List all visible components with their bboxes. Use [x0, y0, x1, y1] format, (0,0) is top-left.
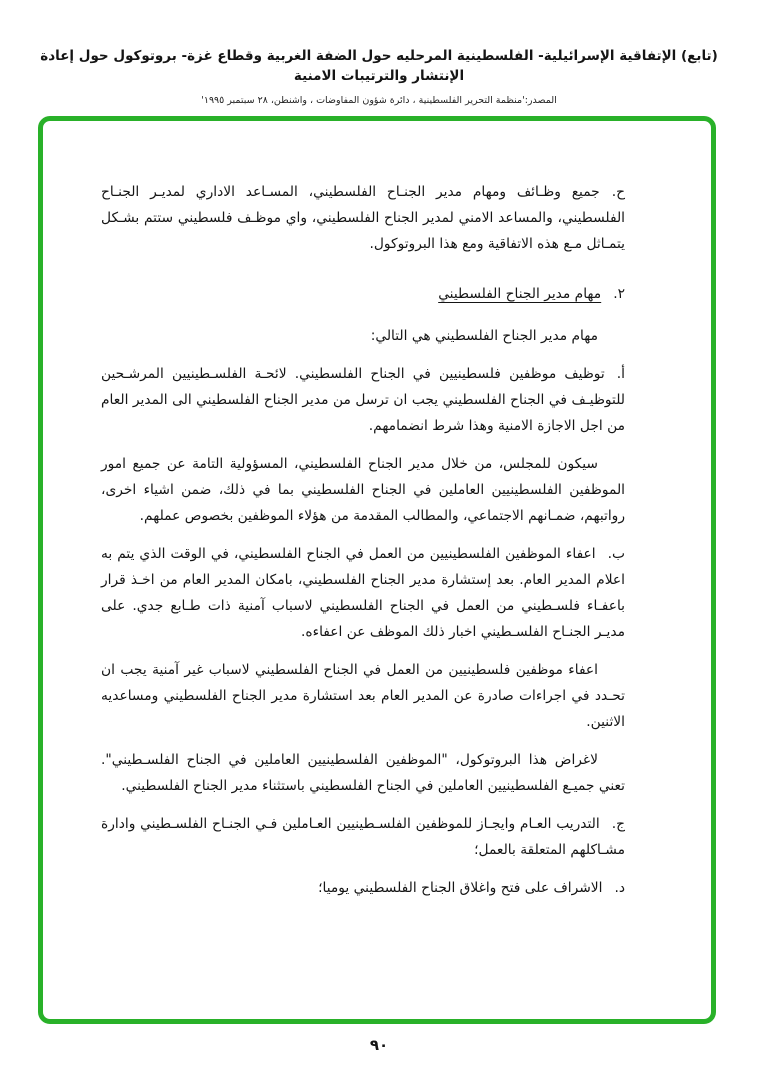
section-2-title: مهام مدير الجناح الفلسطيني	[438, 286, 602, 302]
clause-b-label: ب.	[607, 546, 625, 562]
clause-a	[101, 361, 625, 439]
clause-a-text: توظيف موظفين فلسطينيين في الجناح الفلسطيني. لائحـة الفلسـطينيين المرشـحين للتوظيـف في الجناح الفلسطيني يجب ان ترسل من مدير الجناح الفلسطيني الى المدير العام من اجل الاجازة الامنية وهذا شرط انضمامهم.	[101, 366, 625, 434]
clause-a-label: أ.	[616, 366, 625, 382]
section-2-intro: مهام مدير الجناح الفلسطيني هي التالي:	[370, 328, 598, 344]
clause-a-paragraph-2: سيكون للمجلس، من خلال مدير الجناح الفلسطيني، المسؤولية التامة عن جميع امور الموظفين الفلسطينيين العاملين في الجناح الفلسطيني بما في ذلك، ضمن اشياء اخرى، رواتبهم، ضمـانهم الاجتماعي، والمطالب المقدمة من هؤلاء الموظفين بخصوص عملهم.	[101, 456, 625, 524]
clause-j	[101, 811, 625, 863]
clause-b-paragraph-2: اعفاء موظفين فلسطينيين من العمل في الجناح الفلسطيني لاسباب غير آمنية يجب ان تحـدد في اجراءات صادرة عن المدير العام بعد استشارة مدير الجناح الفلسطيني ومساعديه الاثنين.	[101, 662, 625, 730]
clause-h	[101, 179, 625, 257]
clause-h-text: جميع وظـائف ومهام مدير الجنـاح الفلسطيني، المسـاعد الاداري لمديـر الجنـاح الفلسطيني، والمساعد الامني لمدير الجناح الفلسطيني، واي موظـف فلسطيني ستتم بشـكل يتمـاثل مـع هذه الاتفاقية ومع هذا البروتوكول.	[101, 184, 625, 252]
green-border-frame	[38, 116, 716, 1024]
clause-h-label: ح.	[611, 184, 625, 200]
clause-d-label: د.	[614, 880, 625, 896]
section-2-number: ٢.	[613, 286, 625, 302]
section-2-heading	[101, 281, 625, 307]
page-number: ٩٠	[369, 1036, 389, 1054]
clause-d	[101, 875, 625, 901]
document-source-line: المصدر:'منظمة التحرير الفلسطينية ، دائرة شؤون المفاوضات ، واشنطن، ٢٨ سبتمبر ١٩٩٥'	[201, 95, 557, 106]
clause-d-text: الاشراف على فتح واغلاق الجناح الفلسطيني يوميا؛	[318, 880, 603, 896]
document-header	[0, 0, 758, 106]
clause-j-text: التدريب العـام وايجـاز للموظفين الفلسـطينيين العـاملين فـي الجنـاح الفلسـطيني وادارة مشـاكلهم المتعلقة بالعمل؛	[101, 816, 625, 858]
clause-j-label: ج.	[611, 816, 625, 832]
clause-b-text: اعفاء الموظفين الفلسطينيين من العمل في الجناح الفلسطيني، في الوقت الذي يتم به اعلام المدير العام. بعد إستشارة مدير الجناح الفلسطيني، بامكان المدير العام من اخـذ قرار باعفـاء فلسـطيني من العمل في الجناح الفلسطيني لاسباب آمنية ذات طـابع جدي. على مديـر الجنـاح الفلسـطيني اخبار ذلك الموظف عن اعفاءه.	[101, 546, 625, 640]
document-body	[43, 121, 711, 933]
clause-b-paragraph-3: لاغراض هذا البروتوكول، "الموظفين الفلسطينيين العاملين في الجناح الفلسـطيني". تعني جميـع الفلسطينيين العاملين في الجناح الفلسطيني باستثناء مدير الجناح الفلسطيني.	[101, 752, 625, 794]
document-title: (تابع) الإتفاقية الإسرائيلية- الفلسطينية المرحليه حول الضفة الغربية وقطاع غزة- بروتوكول حول إعادة الإنتشار والترتيبات الامنية	[40, 48, 718, 84]
clause-b	[101, 541, 625, 645]
